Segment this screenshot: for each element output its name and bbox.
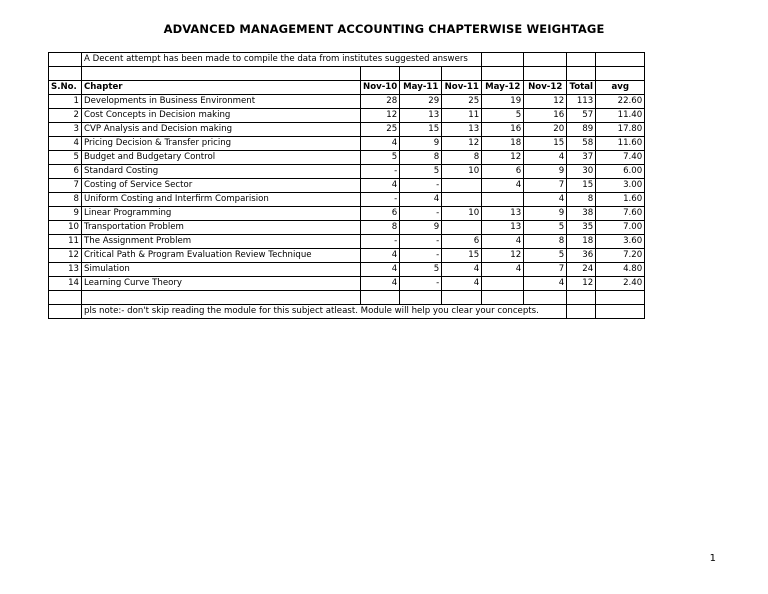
- cell-may11: 4: [400, 193, 442, 207]
- cell-nov11: 4: [442, 263, 482, 277]
- blank-row: [49, 291, 645, 305]
- cell-nov10: -: [361, 193, 400, 207]
- footer-note: pls note:- don't skip reading the module for this subject atleast. Module will help you clear your concepts.: [82, 305, 567, 319]
- cell-nov12: 5: [524, 249, 567, 263]
- table-row: [49, 151, 645, 165]
- cell-total: 30: [567, 165, 596, 179]
- cell-may11: 5: [400, 165, 442, 179]
- cell-nov10: 4: [361, 137, 400, 151]
- cell-may11: 5: [400, 263, 442, 277]
- cell-avg: 11.60: [596, 137, 645, 151]
- cell-avg: 7.60: [596, 207, 645, 221]
- cell-sno: 8: [49, 193, 82, 207]
- cell-sno: 10: [49, 221, 82, 235]
- cell-chapter: CVP Analysis and Decision making: [82, 123, 361, 137]
- cell-sno: 12: [49, 249, 82, 263]
- cell-may12: 18: [482, 137, 524, 151]
- cell-nov10: 25: [361, 123, 400, 137]
- cell-nov11: 10: [442, 165, 482, 179]
- cell-chapter: Cost Concepts in Decision making: [82, 109, 361, 123]
- page-title: ADVANCED MANAGEMENT ACCOUNTING CHAPTERWISE WEIGHTAGE: [163, 22, 605, 36]
- table-row: [49, 179, 645, 193]
- cell-may12: 13: [482, 207, 524, 221]
- cell-nov11: 11: [442, 109, 482, 123]
- cell-nov12: 9: [524, 165, 567, 179]
- table-row: [49, 263, 645, 277]
- cell-avg: 4.80: [596, 263, 645, 277]
- cell-avg: 7.40: [596, 151, 645, 165]
- table-row: [49, 221, 645, 235]
- cell-may12: [482, 277, 524, 291]
- cell-nov12: 4: [524, 151, 567, 165]
- cell-nov10: 4: [361, 179, 400, 193]
- cell-nov11: [442, 193, 482, 207]
- cell-nov10: 28: [361, 95, 400, 109]
- cell-may11: -: [400, 207, 442, 221]
- cell-avg: 3.60: [596, 235, 645, 249]
- intro-row: [49, 53, 645, 67]
- cell-nov10: 4: [361, 277, 400, 291]
- cell-nov12: 12: [524, 95, 567, 109]
- cell-nov11: 4: [442, 277, 482, 291]
- cell-may11: -: [400, 277, 442, 291]
- cell-may12: [482, 193, 524, 207]
- cell-may11: 15: [400, 123, 442, 137]
- cell-chapter: Standard Costing: [82, 165, 361, 179]
- cell-sno: 1: [49, 95, 82, 109]
- cell-chapter: Transportation Problem: [82, 221, 361, 235]
- footer-row: [49, 305, 645, 319]
- cell-avg: 11.40: [596, 109, 645, 123]
- cell-nov12: 15: [524, 137, 567, 151]
- cell-nov12: 7: [524, 179, 567, 193]
- table-row: [49, 193, 645, 207]
- table-row: [49, 109, 645, 123]
- cell-avg: 17.80: [596, 123, 645, 137]
- cell-may11: 9: [400, 137, 442, 151]
- cell-nov10: 4: [361, 263, 400, 277]
- cell-may12: 12: [482, 249, 524, 263]
- cell-total: 8: [567, 193, 596, 207]
- cell-sno: 3: [49, 123, 82, 137]
- cell-may12: 16: [482, 123, 524, 137]
- cell-may11: -: [400, 179, 442, 193]
- cell-avg: 6.00: [596, 165, 645, 179]
- cell-total: 37: [567, 151, 596, 165]
- cell-may11: -: [400, 235, 442, 249]
- intro-note: A Decent attempt has been made to compile the data from institutes suggested answers: [82, 53, 482, 67]
- cell-nov11: 25: [442, 95, 482, 109]
- cell-may11: -: [400, 249, 442, 263]
- blank-row: [49, 67, 645, 81]
- cell-chapter: Developments in Business Environment: [82, 95, 361, 109]
- cell-sno: 6: [49, 165, 82, 179]
- header-total: Total: [567, 81, 596, 95]
- cell-nov11: 13: [442, 123, 482, 137]
- cell-sno: 13: [49, 263, 82, 277]
- cell-nov11: 8: [442, 151, 482, 165]
- cell-nov10: 5: [361, 151, 400, 165]
- cell-total: 113: [567, 95, 596, 109]
- cell-nov12: 4: [524, 193, 567, 207]
- cell-total: 18: [567, 235, 596, 249]
- cell-nov10: -: [361, 165, 400, 179]
- cell-total: 24: [567, 263, 596, 277]
- cell-chapter: The Assignment Problem: [82, 235, 361, 249]
- cell-nov12: 7: [524, 263, 567, 277]
- header-may12: May-12: [482, 81, 524, 95]
- cell-may12: 4: [482, 263, 524, 277]
- cell-total: 58: [567, 137, 596, 151]
- cell-avg: 1.60: [596, 193, 645, 207]
- cell-nov10: 6: [361, 207, 400, 221]
- cell-chapter: Uniform Costing and Interfirm Comparision: [82, 193, 361, 207]
- cell-nov10: 8: [361, 221, 400, 235]
- cell-sno: 14: [49, 277, 82, 291]
- cell-total: 36: [567, 249, 596, 263]
- cell-nov10: 4: [361, 249, 400, 263]
- cell-chapter: Simulation: [82, 263, 361, 277]
- cell-total: 15: [567, 179, 596, 193]
- header-avg: avg: [596, 81, 645, 95]
- cell-total: 35: [567, 221, 596, 235]
- cell-chapter: Critical Path & Program Evaluation Review Technique: [82, 249, 361, 263]
- cell-avg: 22.60: [596, 95, 645, 109]
- cell-avg: 7.20: [596, 249, 645, 263]
- table-row: [49, 165, 645, 179]
- cell-nov12: 4: [524, 277, 567, 291]
- cell-may11: 13: [400, 109, 442, 123]
- table-row: [49, 207, 645, 221]
- cell-nov11: 12: [442, 137, 482, 151]
- weightage-table: [48, 52, 645, 319]
- cell-nov12: 16: [524, 109, 567, 123]
- cell-avg: 2.40: [596, 277, 645, 291]
- cell-total: 89: [567, 123, 596, 137]
- cell-nov12: 20: [524, 123, 567, 137]
- header-chapter: Chapter: [82, 81, 361, 95]
- cell-nov12: 5: [524, 221, 567, 235]
- cell-may12: 4: [482, 235, 524, 249]
- cell-sno: 4: [49, 137, 82, 151]
- cell-may12: 4: [482, 179, 524, 193]
- table-row: [49, 95, 645, 109]
- cell-may12: 13: [482, 221, 524, 235]
- cell-avg: 3.00: [596, 179, 645, 193]
- cell-sno: 5: [49, 151, 82, 165]
- cell-sno: 11: [49, 235, 82, 249]
- cell-nov11: 6: [442, 235, 482, 249]
- cell-total: 57: [567, 109, 596, 123]
- cell-may11: 8: [400, 151, 442, 165]
- cell-nov10: -: [361, 235, 400, 249]
- cell-may11: 9: [400, 221, 442, 235]
- header-nov11: Nov-11: [442, 81, 482, 95]
- cell-sno: 2: [49, 109, 82, 123]
- cell-total: 12: [567, 277, 596, 291]
- cell-total: 38: [567, 207, 596, 221]
- cell-may12: 5: [482, 109, 524, 123]
- cell-avg: 7.00: [596, 221, 645, 235]
- cell-nov11: [442, 221, 482, 235]
- page-number: 1: [709, 553, 716, 564]
- cell-nov12: 9: [524, 207, 567, 221]
- table-row: [49, 249, 645, 263]
- cell-chapter: Pricing Decision & Transfer pricing: [82, 137, 361, 151]
- cell-chapter: Linear Programming: [82, 207, 361, 221]
- table-row: [49, 277, 645, 291]
- cell-may12: 19: [482, 95, 524, 109]
- table-row: [49, 123, 645, 137]
- cell-chapter: Budget and Budgetary Control: [82, 151, 361, 165]
- header-nov12: Nov-12: [524, 81, 567, 95]
- cell-may12: 6: [482, 165, 524, 179]
- cell-may12: 12: [482, 151, 524, 165]
- cell-nov10: 12: [361, 109, 400, 123]
- cell-nov11: 10: [442, 207, 482, 221]
- cell-may11: 29: [400, 95, 442, 109]
- header-may11: May-11: [400, 81, 442, 95]
- header-row: [49, 81, 645, 95]
- cell-chapter: Learning Curve Theory: [82, 277, 361, 291]
- cell-nov12: 8: [524, 235, 567, 249]
- table-row: [49, 137, 645, 151]
- table-row: [49, 235, 645, 249]
- cell-nov11: 15: [442, 249, 482, 263]
- cell-chapter: Costing of Service Sector: [82, 179, 361, 193]
- header-sno: S.No.: [49, 81, 82, 95]
- cell-sno: 7: [49, 179, 82, 193]
- cell-nov11: [442, 179, 482, 193]
- header-nov10: Nov-10: [361, 81, 400, 95]
- cell-sno: 9: [49, 207, 82, 221]
